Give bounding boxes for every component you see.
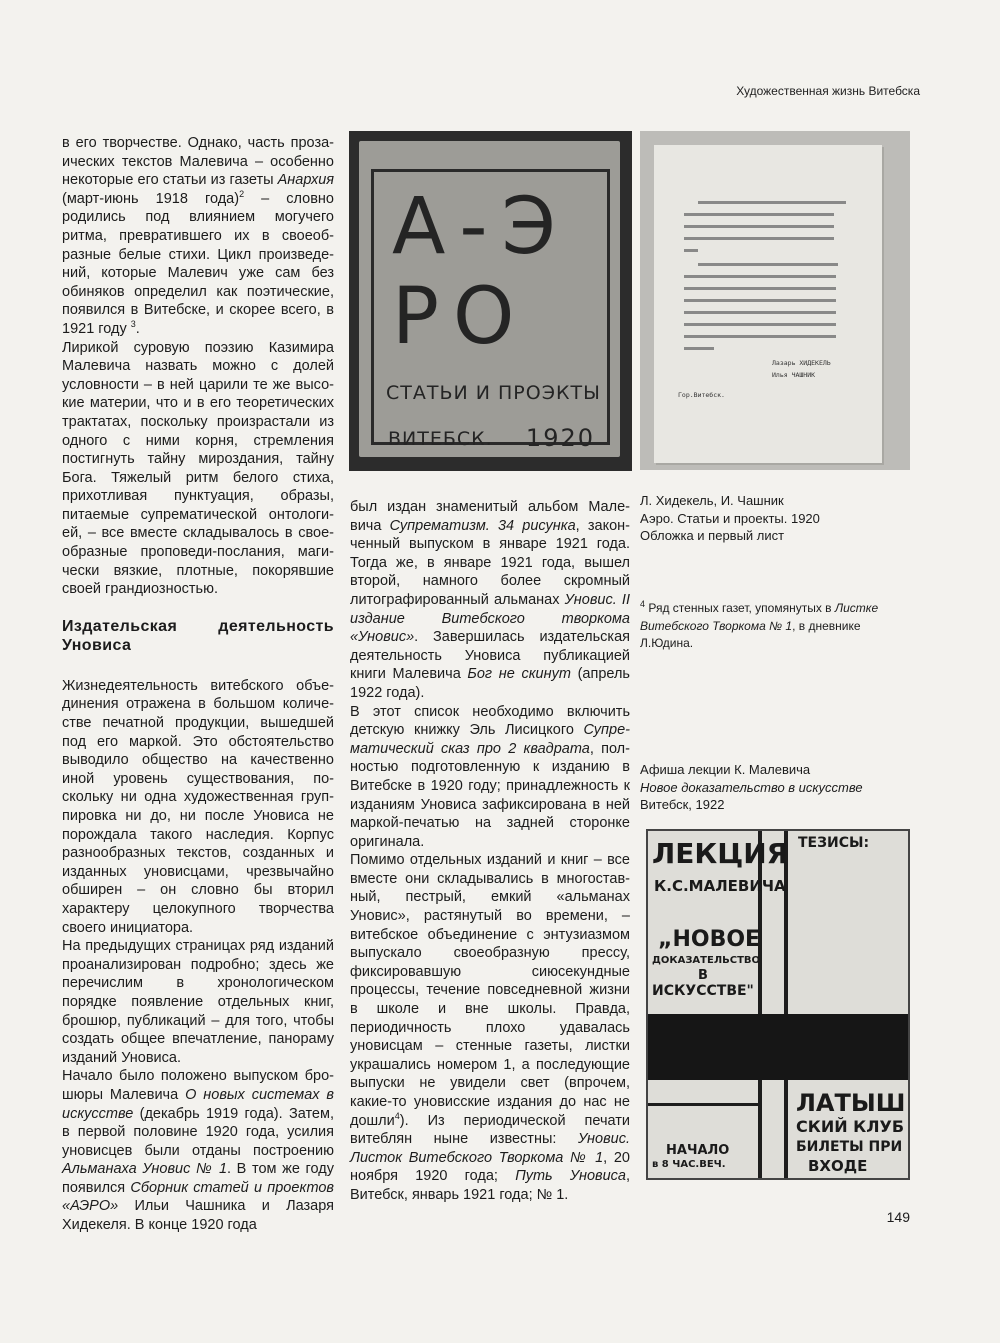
text-run: В этот список необходимо включить детскую книжку Эль Лисицкого [350, 703, 630, 739]
paragraph [62, 339, 334, 599]
cover-year: 1920 [525, 424, 595, 452]
text-run: Листке Витебского Творкома № 1 [640, 601, 879, 633]
cover-paper [359, 141, 620, 457]
paragraph [62, 677, 334, 937]
text-run: , полностью подготовленную к изданию в Витебске в 1920 году; принадлежность к изданиям Уновиса зафиксирована в ней маркой-печатью на задней сторонке оригинала. [350, 740, 630, 850]
aero-first-page-image [640, 131, 910, 470]
typed-line [684, 323, 836, 326]
text-run: , в дневнике Л.Юдина. [640, 618, 861, 650]
cover-frame [371, 169, 610, 452]
text-run: ). Из периодической печати витеблян ныне известны: [350, 1112, 630, 1148]
text-run: Анархия [277, 172, 334, 189]
text-run: , Витебск, январь 1921 года; № 1. [350, 1168, 630, 1203]
text-run: , законченный выпуском в январе 1921 года. Тогда же, в январе 1921 года, вышел второй, намного более скромный литографированный альманах [350, 517, 630, 608]
poster-text: ИСКУССТВЕ" [652, 983, 754, 999]
text-run: О новых системах в искусстве [62, 1086, 334, 1122]
text-run: . В том же году появился [62, 1161, 334, 1196]
poster-text: ВХОДЕ [808, 1157, 868, 1175]
cover-city: ВИТЕБСК. [388, 428, 493, 450]
typed-line [684, 287, 836, 290]
poster-text: К.С.МАЛЕВИЧА [654, 877, 786, 895]
text-run: (март-июнь 1918 года) [62, 190, 240, 207]
cover-subtitle: СТАТЬИ И ПРОЭКТЫ [386, 382, 601, 404]
text-run: Начало было положено выпуском брошюры Малевича [62, 1068, 334, 1103]
poster-text: ТЕЗИСЫ: [798, 835, 870, 851]
running-title: Художественная жизнь Витебска [736, 84, 920, 98]
text-run: Путь Уновиса [515, 1168, 626, 1185]
text-run: Супрематизм. 34 рисунка [389, 517, 576, 534]
text-run: На предыдущих страницах ряд изданий проанализирован подробно; здесь же перечислим в хронологическом порядке появление отдельных книг, брошюр, публикаций – для того, чтобы создать общее впечатление, панораму изданий Уновиса. [62, 938, 334, 1066]
caption-line: Афиша лекции К. Малевича [640, 762, 811, 777]
typed-line [684, 299, 836, 302]
text-run: Уновис. II издание Витебского творкома «Уновис» [350, 591, 630, 646]
paragraph [350, 498, 630, 703]
typed-line [684, 275, 836, 278]
paragraph [62, 937, 334, 1067]
poster-text: ЛАТЫШ [796, 1089, 906, 1117]
text-run: Ряд стенных газет, упомянутых в [645, 601, 835, 615]
text-run: в его творчестве. Однако, часть прозаических текстов Малевича – особенно некоторые его статьи из газеты [62, 135, 334, 189]
typed-line [684, 311, 836, 314]
typed-line [684, 237, 834, 240]
paragraph [350, 851, 630, 1204]
typed-line [684, 335, 836, 338]
poster-text: В [698, 968, 708, 983]
poster-text: в 8 ЧАС.ВЕЧ. [652, 1159, 726, 1170]
lecture-poster-image [646, 829, 910, 1180]
text-run: Альманаха Уновис № 1 [62, 1161, 228, 1178]
caption-poster [640, 761, 910, 814]
section-heading: Издательская деятельность Уновиса [62, 617, 334, 654]
letter-paper [654, 145, 882, 463]
paragraph [62, 1067, 334, 1234]
footnote-number: 4 [640, 599, 646, 609]
cover-title-line2: РО [392, 272, 529, 362]
paragraph [62, 134, 334, 339]
poster-text: СКИЙ КЛУБ [796, 1117, 905, 1136]
caption-line: Обложка и первый лист [640, 528, 785, 543]
typed-line [684, 249, 698, 252]
text-run: , 20 ноября 1920 года; [350, 1149, 630, 1185]
typed-line [698, 263, 838, 266]
poster-text: ДОКАЗАТЕЛЬСТВО [652, 955, 761, 966]
poster-text: „НОВОЕ [658, 927, 761, 952]
caption-line: Новое доказательство в искусстве [640, 779, 863, 795]
poster-black-band [648, 1014, 908, 1080]
letter-signature-1: Лазарь ХИДЕКЕЛЬ [772, 359, 831, 367]
text-run: Лирикой суровую поэзию Казимира Малевича назвать можно с долей условности – в ней царили те же высокие материи, что и в его теоретических трактатах, поскольку произрастали из одного с ними корня, стремления постигнуть тайну мироздания, тайну Бога. Тяжелый ритм белого стиха, прихотливая пунктуация, образы, питаемые супрематической онтологией, – все вместе складывалось в своеобразные проповеди-послания, магически вязкие, плотные, покорявшие своей грандиозностью. [62, 339, 334, 598]
text-run: Жизнедеятельность витебского объединения отражена в большом количестве печатной продукции, вышедшей под его маркой. Это обстоятельство выводило общество на качественно иной уровень существования, поскольку ни одна художественная группировка ни до, ни после Уновиса не порождала такого наследия. Корпус разнообразных текстов, созданных и изданных уновисцами, чрезвычайно обширен – он словно бы вторил характеру целокупного творчества своего инициатора. [62, 677, 334, 936]
footnote-4 [640, 600, 880, 653]
footnote-ref: 4 [394, 1110, 400, 1121]
text-run: – словно родились под влиянием могучего ритма, превратившего их в своеобразные белые стихи. Цикл произведений, которые Малевич уже сам без обиняков определил как поэтические, появился в Витебске, и скорее всего, в 1921 году [62, 190, 334, 337]
text-run: Помимо отдельных изданий и книг – все вместе они складывались в многоставный, пестрый, емкий «альманах Уновис», растянутый во времени, – витебское объединение с энтузиазмом выпускало своеобразную прессу, фиксировавшую сиюсекундные процессы, течение повседневной жизни в школе и вне школы. Правда, периодичность плохо удавалась уновисцам – стенные газеты, листки украшались номером 1, а последующие выпуски не увидели свет (впрочем, какие-то уновисские издания до нас не дошли [350, 852, 630, 1129]
text-run: (декабрь 1919 года). Затем, в первой половине 1920 года, усилия уновисцев были отданы построению [62, 1105, 334, 1159]
caption-line: Аэро. Статьи и проекты. 1920 [640, 510, 820, 526]
footnote-text [640, 601, 878, 650]
text-run: Сборник статей и проектов «АЭРО» [62, 1179, 334, 1215]
text-run: (апрель 1922 года). [350, 666, 630, 701]
text-run: был издан знаменитый альбом Малевича [350, 499, 630, 534]
text-run: . [135, 320, 140, 337]
footnote-ref: 2 [239, 188, 245, 199]
text-run: Бог не скинут [467, 666, 571, 683]
text-run: Ильи Чашника и Лазаря Хидекеля. В конце 1920 года [62, 1198, 334, 1234]
text-run: Супрематический сказ про 2 квадрата [350, 722, 630, 757]
poster-text: ЛЕКЦИЯ [652, 837, 789, 870]
text-column-1 [62, 134, 334, 1235]
poster-text: БИЛЕТЫ ПРИ [796, 1139, 903, 1155]
letter-place: Гор.Витебск. [678, 391, 725, 399]
letter-signature-2: Илья ЧАШНИК [772, 371, 816, 379]
page-number: 149 [886, 1209, 910, 1225]
caption-aero [640, 492, 910, 545]
poster-text: НАЧАЛО [666, 1143, 730, 1158]
caption-line: Л. Хидекель, И. Чашник [640, 493, 784, 508]
typed-line [684, 213, 834, 216]
text-column-2 [350, 498, 630, 1205]
footnote-ref: 3 [130, 319, 136, 330]
typed-line [684, 225, 834, 228]
cover-title-line1: А-Э [392, 182, 570, 272]
poster-divider [648, 1103, 758, 1106]
typed-line [684, 347, 714, 350]
typed-line [698, 201, 846, 204]
aero-cover-image [349, 131, 632, 471]
caption-line: Витебск, 1922 [640, 797, 725, 812]
paragraph [350, 703, 630, 852]
text-run: Уновис. Листок Витебского Творкома № 1 [350, 1131, 630, 1166]
text-run: . Завершилась издательская деятельность Уновиса публикацией книги Малевича [350, 629, 630, 683]
